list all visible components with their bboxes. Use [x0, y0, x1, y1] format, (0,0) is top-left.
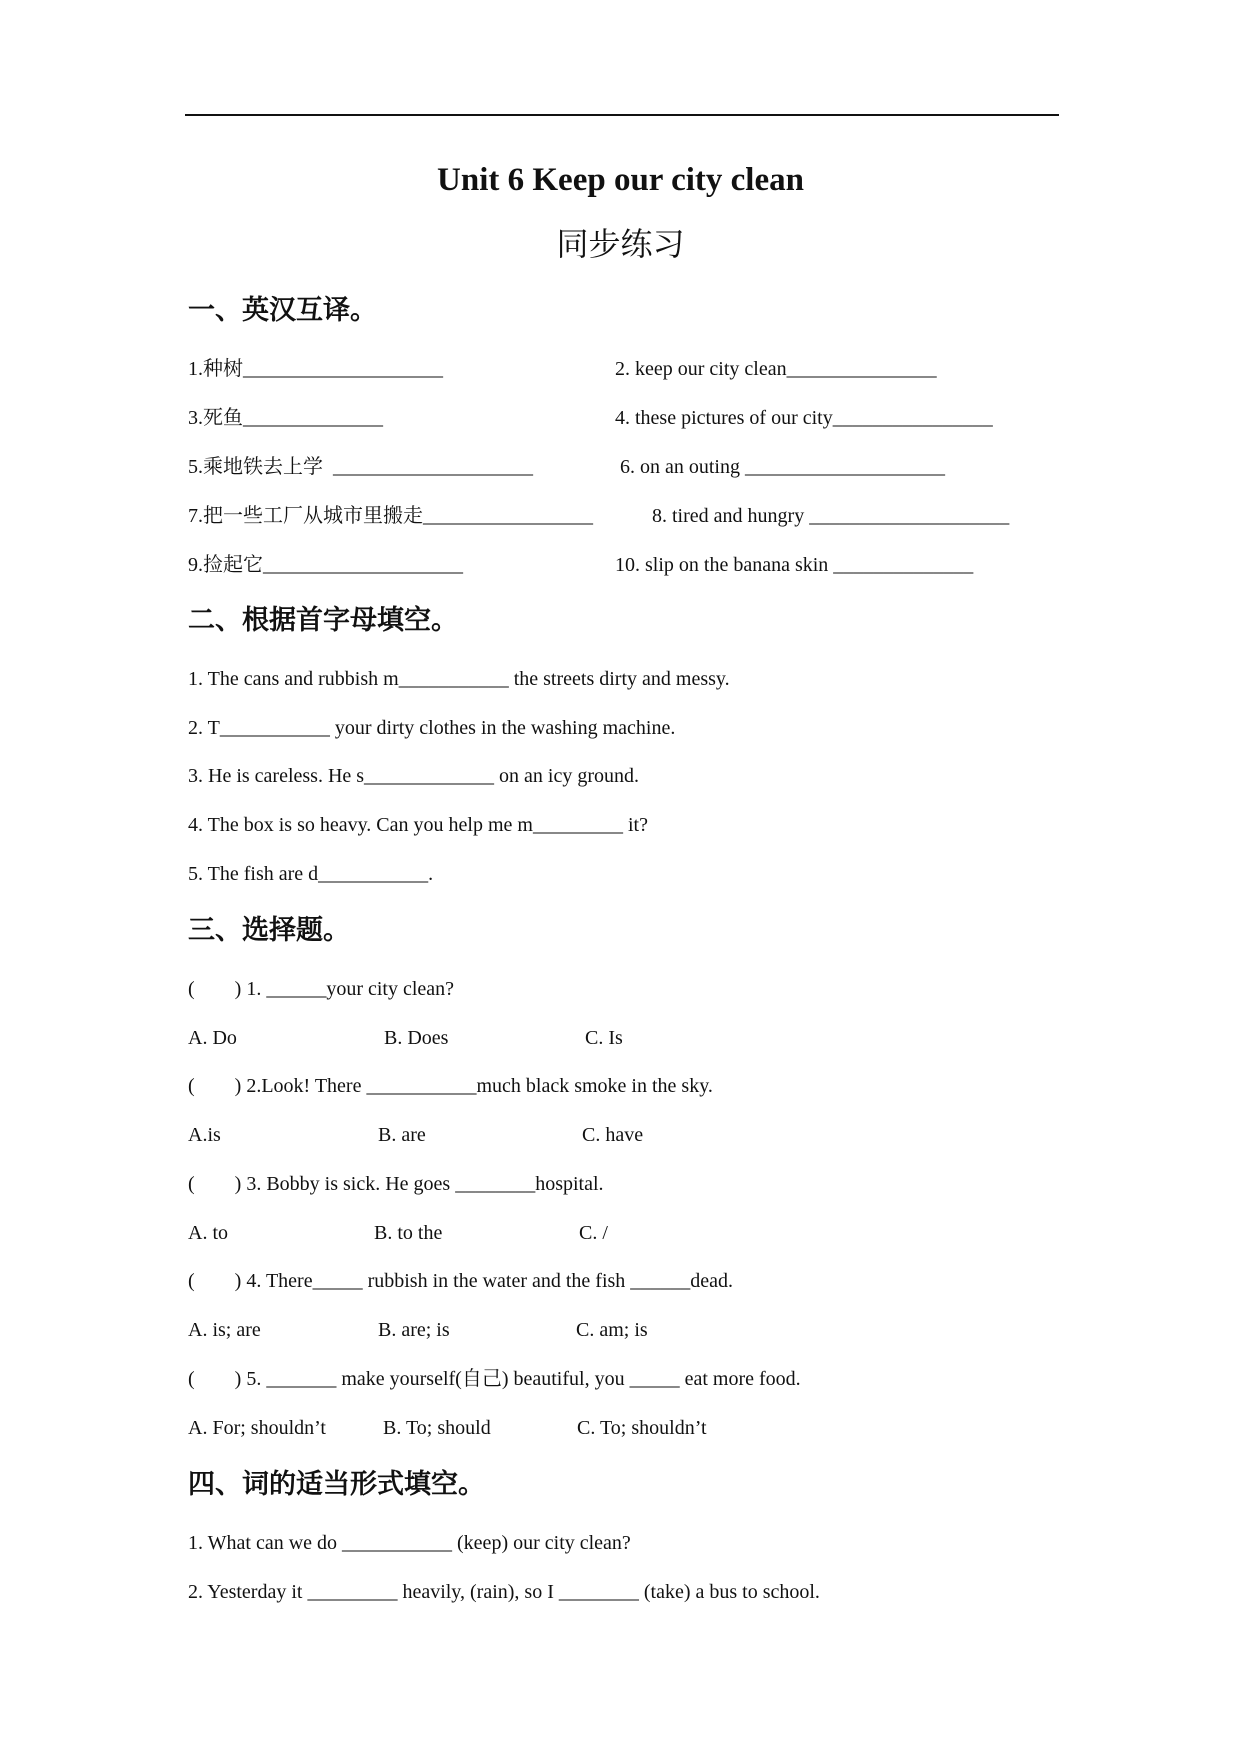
word-form-item: 2. Yesterday it _________ heavily, (rain), so I ________ (take) a bus to school.: [188, 1581, 820, 1603]
translation-item: 10. slip on the banana skin ______________: [615, 554, 974, 576]
option-c: C. have: [582, 1124, 644, 1146]
page-title: Unit 6 Keep our city clean: [437, 162, 804, 198]
option-b: B. are; is: [378, 1319, 450, 1341]
question-stem: ( ) 2.Look! There ___________much black smoke in the sky.: [188, 1075, 713, 1097]
translation-item: 3.死鱼______________: [188, 407, 383, 429]
translation-item: 7.把一些工厂从城市里搬走_________________: [188, 505, 593, 527]
translation-item: 4. these pictures of our city________________: [615, 407, 993, 429]
question-stem: ( ) 3. Bobby is sick. He goes ________hospital.: [188, 1173, 604, 1195]
page-subtitle: 同步练习: [556, 225, 685, 263]
question-stem: ( ) 5. _______ make yourself(自己) beautiful, you _____ eat more food.: [188, 1368, 801, 1390]
translation-item: 6. on an outing ____________________: [615, 456, 945, 478]
section-2-heading: 二、根据首字母填空。: [188, 605, 458, 636]
fill-in-item: 5. The fish are d___________.: [188, 863, 434, 885]
section-4-heading: 四、词的适当形式填空。: [188, 1469, 485, 1500]
question-stem: ( ) 4. There_____ rubbish in the water and the fish ______dead.: [188, 1270, 734, 1292]
fill-in-item: 2. T___________ your dirty clothes in the washing machine.: [188, 717, 676, 739]
option-a: A. is; are: [188, 1319, 261, 1341]
option-c: C. Is: [585, 1027, 623, 1049]
header-rule: [185, 114, 1059, 116]
option-b: B. are: [378, 1124, 426, 1146]
option-b: B. Does: [384, 1027, 449, 1049]
fill-in-item: 1. The cans and rubbish m___________ the streets dirty and messy.: [188, 668, 730, 690]
option-a: A.is: [188, 1124, 221, 1146]
translation-item: 5.乘地铁去上学 ____________________: [188, 456, 533, 478]
option-b: B. To; should: [383, 1417, 491, 1439]
translation-item: 8. tired and hungry ____________________: [632, 505, 1010, 527]
option-a: A. Do: [188, 1027, 237, 1049]
section-1-heading: 一、英汉互译。: [188, 295, 377, 326]
option-c: C. To; shouldn’t: [577, 1417, 707, 1439]
word-form-item: 1. What can we do ___________ (keep) our city clean?: [188, 1532, 631, 1554]
translation-item: 2. keep our city clean_______________: [615, 358, 937, 380]
translation-item: 1.种树____________________: [188, 358, 443, 380]
section-3-heading: 三、选择题。: [188, 915, 350, 946]
option-c: C. /: [579, 1222, 608, 1244]
fill-in-item: 3. He is careless. He s_____________ on an icy ground.: [188, 765, 640, 787]
option-c: C. am; is: [576, 1319, 648, 1341]
translation-item: 9.捡起它____________________: [188, 554, 463, 576]
question-stem: ( ) 1. ______your city clean?: [188, 978, 455, 1000]
option-a: A. to: [188, 1222, 228, 1244]
fill-in-item: 4. The box is so heavy. Can you help me m_________ it?: [188, 814, 648, 836]
option-b: B. to the: [374, 1222, 443, 1244]
option-a: A. For; shouldn’t: [188, 1417, 326, 1439]
